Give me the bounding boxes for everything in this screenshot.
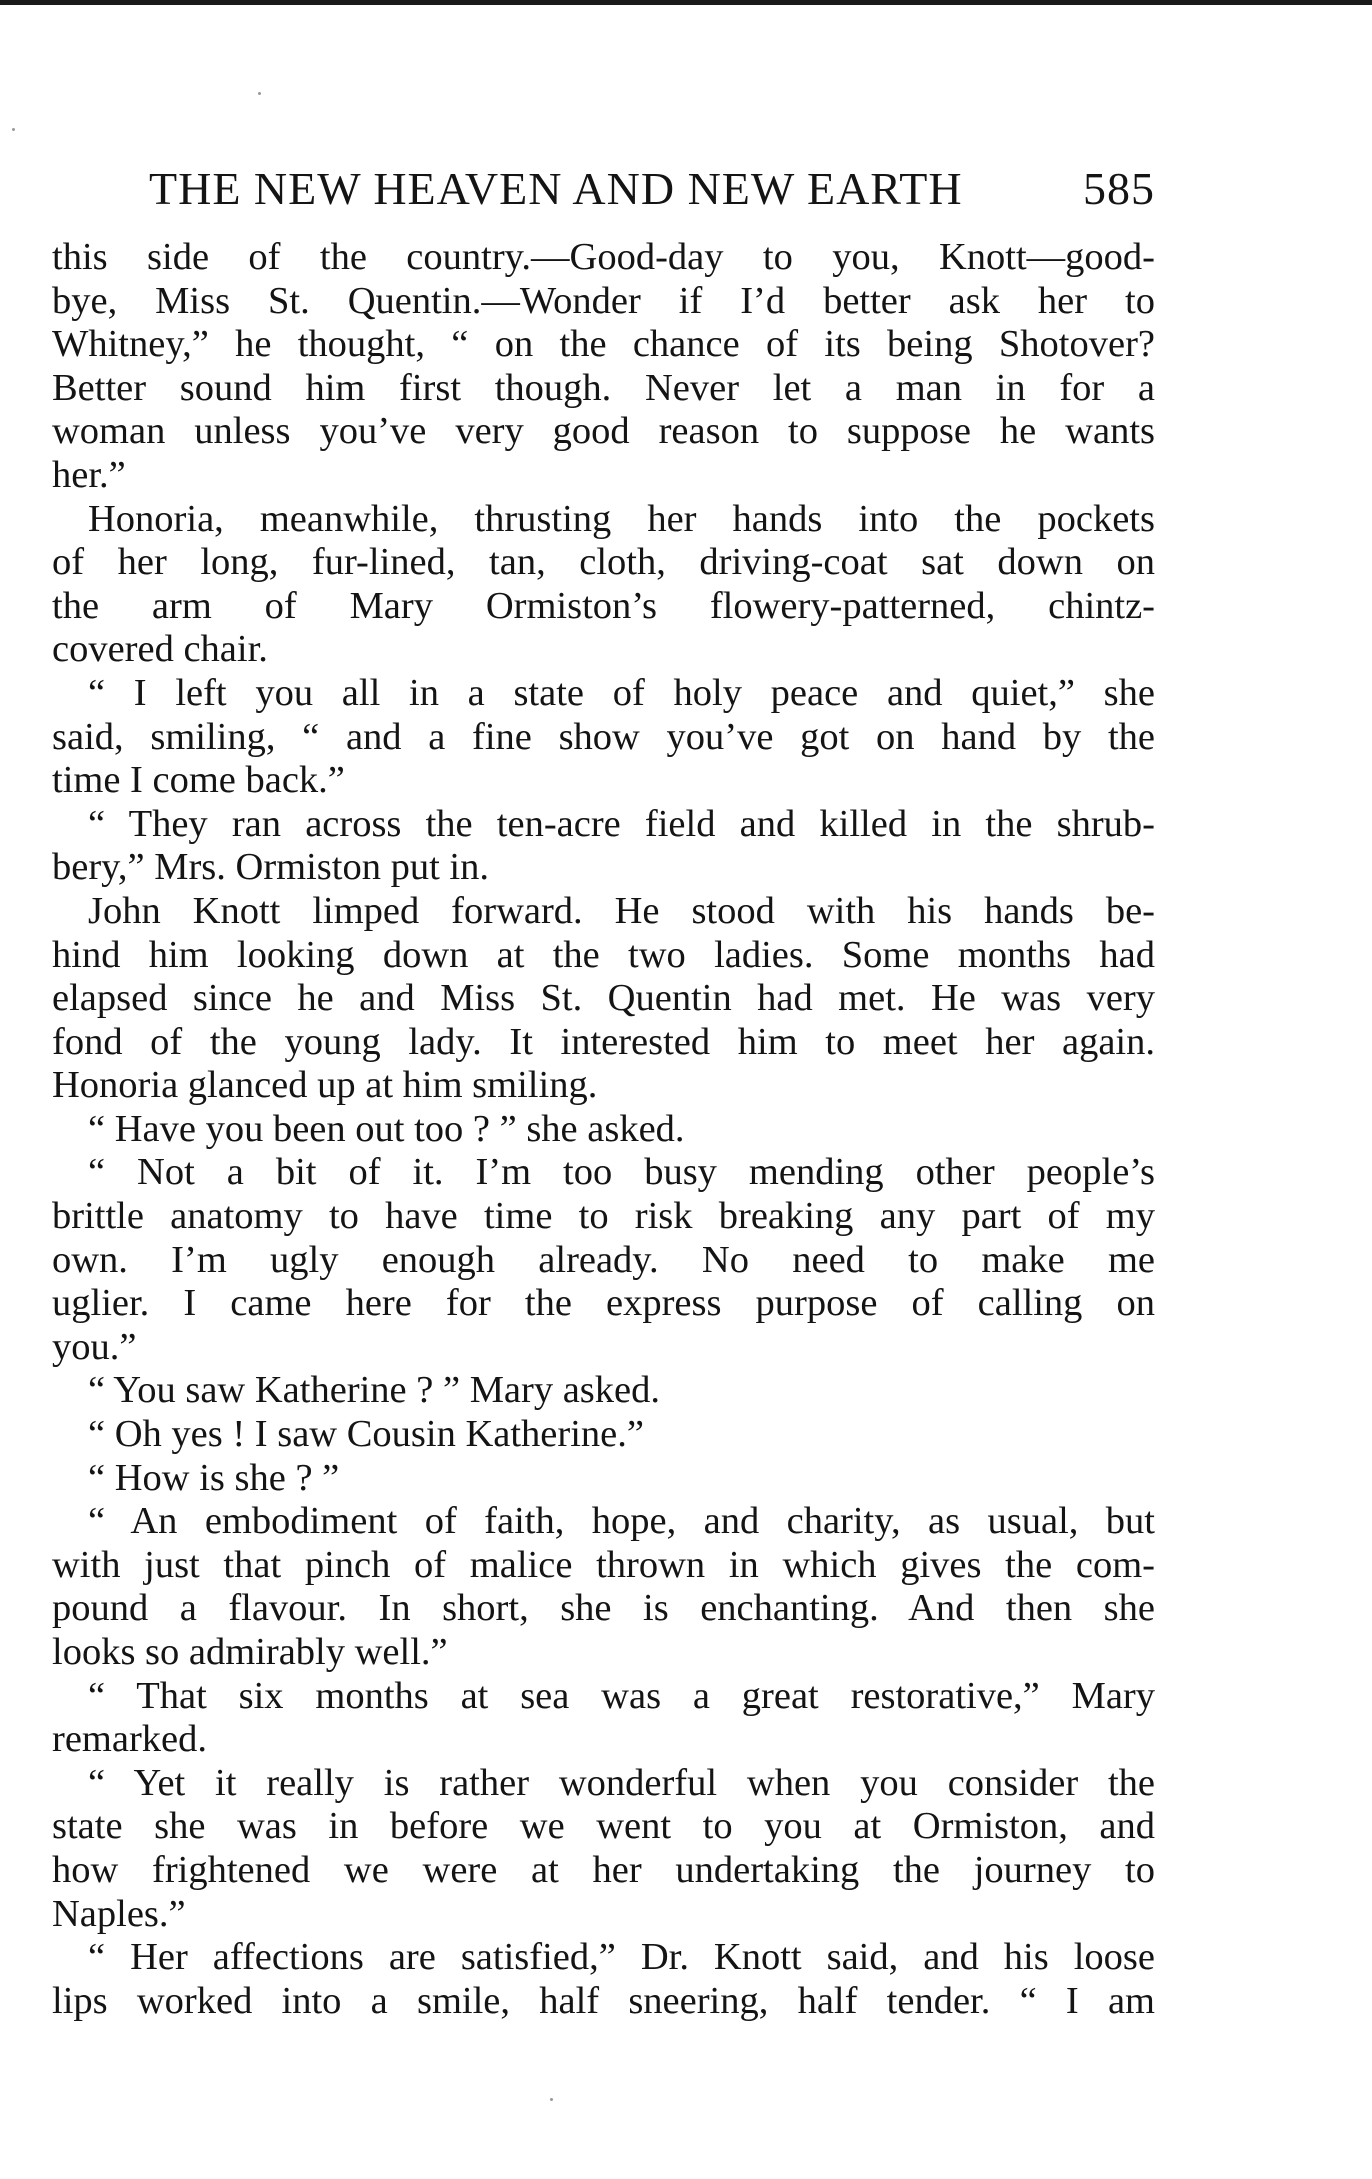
text-line: “ I left you all in a state of holy peace and quiet,” she — [88, 671, 1155, 714]
text-line: Honoria, meanwhile, thrusting her hands into the pockets — [88, 497, 1155, 540]
text-line: lips worked into a smile, half sneering, half tender. “ I am — [52, 1979, 1155, 2022]
text-line: Whitney,” he thought, “ on the chance of its being Shotover? — [52, 323, 1155, 366]
running-head — [52, 150, 1155, 230]
text-line: Honoria glanced up at him smiling. — [52, 1064, 598, 1107]
text-line: with just that pinch of malice thrown in which gives the com- — [52, 1543, 1155, 1586]
text-line: how frightened we were at her undertaking the journey to — [52, 1848, 1155, 1891]
text-line: “ Her affections are satisfied,” Dr. Knott said, and his loose — [88, 1936, 1155, 1979]
text-line: uglier. I came here for the express purpose of calling on — [52, 1282, 1155, 1325]
text-line: bye, Miss St. Quentin.—Wonder if I’d better ask her to — [52, 279, 1155, 322]
text-line: you.” — [52, 1325, 137, 1368]
body-text — [52, 236, 1155, 2023]
page-number: 585 — [1083, 163, 1155, 214]
text-line: Better sound him first though. Never let a man in for a — [52, 366, 1155, 409]
text-line: covered chair. — [52, 628, 268, 671]
text-line: looks so admirably well.” — [52, 1631, 448, 1673]
text-line: pound a flavour. In short, she is enchanting. And then she — [52, 1587, 1155, 1630]
text-line: elapsed since he and Miss St. Quentin had met. He was very — [52, 977, 1155, 1020]
text-line: brittle anatomy to have time to risk breaking any part of my — [52, 1195, 1155, 1238]
text-line: time I come back.” — [52, 759, 345, 802]
text-line: “ They ran across the ten-acre field and killed in the shrub- — [88, 802, 1155, 845]
text-line: woman unless you’ve very good reason to suppose he wants — [52, 410, 1155, 453]
text-line: “ Have you been out too ? ” she asked. — [88, 1107, 685, 1150]
text-line: “ That six months at sea was a great restorative,” Mary — [88, 1674, 1155, 1717]
text-line: her.” — [52, 453, 126, 496]
text-line: the arm of Mary Ormiston’s flowery-patterned, chintz- — [52, 584, 1155, 627]
book-page — [52, 150, 1155, 2023]
text-line: “ An embodiment of faith, hope, and charity, as usual, but — [88, 1500, 1155, 1543]
text-line: remarked. — [52, 1718, 207, 1761]
text-line: state she was in before we went to you at Ormiston, and — [52, 1805, 1155, 1848]
text-line: “ Not a bit of it. I’m too busy mending other people’s — [88, 1151, 1155, 1194]
text-line: hind him looking down at the two ladies. Some months had — [52, 933, 1155, 976]
text-line: Naples.” — [52, 1892, 186, 1935]
top-border-rule — [0, 0, 1372, 5]
text-line: of her long, fur-lined, tan, cloth, driving-coat sat down on — [52, 541, 1155, 584]
paper-speck — [12, 128, 15, 131]
text-line: this side of the country.—Good-day to you, Knott—good- — [52, 236, 1155, 278]
text-line: said, smiling, “ and a fine show you’ve got on hand by the — [52, 715, 1155, 758]
text-line: fond of the young lady. It interested him to meet her again. — [52, 1020, 1155, 1063]
text-line: “ How is she ? ” — [88, 1456, 340, 1499]
text-line: “ Yet it really is rather wonderful when you consider the — [88, 1761, 1155, 1804]
paper-speck — [550, 2098, 553, 2101]
text-line: “ You saw Katherine ? ” Mary asked. — [88, 1369, 660, 1412]
text-line: John Knott limped forward. He stood with his hands be- — [88, 889, 1155, 932]
running-head-title: THE NEW HEAVEN AND NEW EARTH — [149, 163, 963, 214]
paper-speck — [258, 92, 261, 95]
text-line: bery,” Mrs. Ormiston put in. — [52, 846, 489, 889]
text-line: own. I’m ugly enough already. No need to make me — [52, 1238, 1155, 1281]
text-line: “ Oh yes ! I saw Cousin Katherine.” — [88, 1413, 644, 1456]
